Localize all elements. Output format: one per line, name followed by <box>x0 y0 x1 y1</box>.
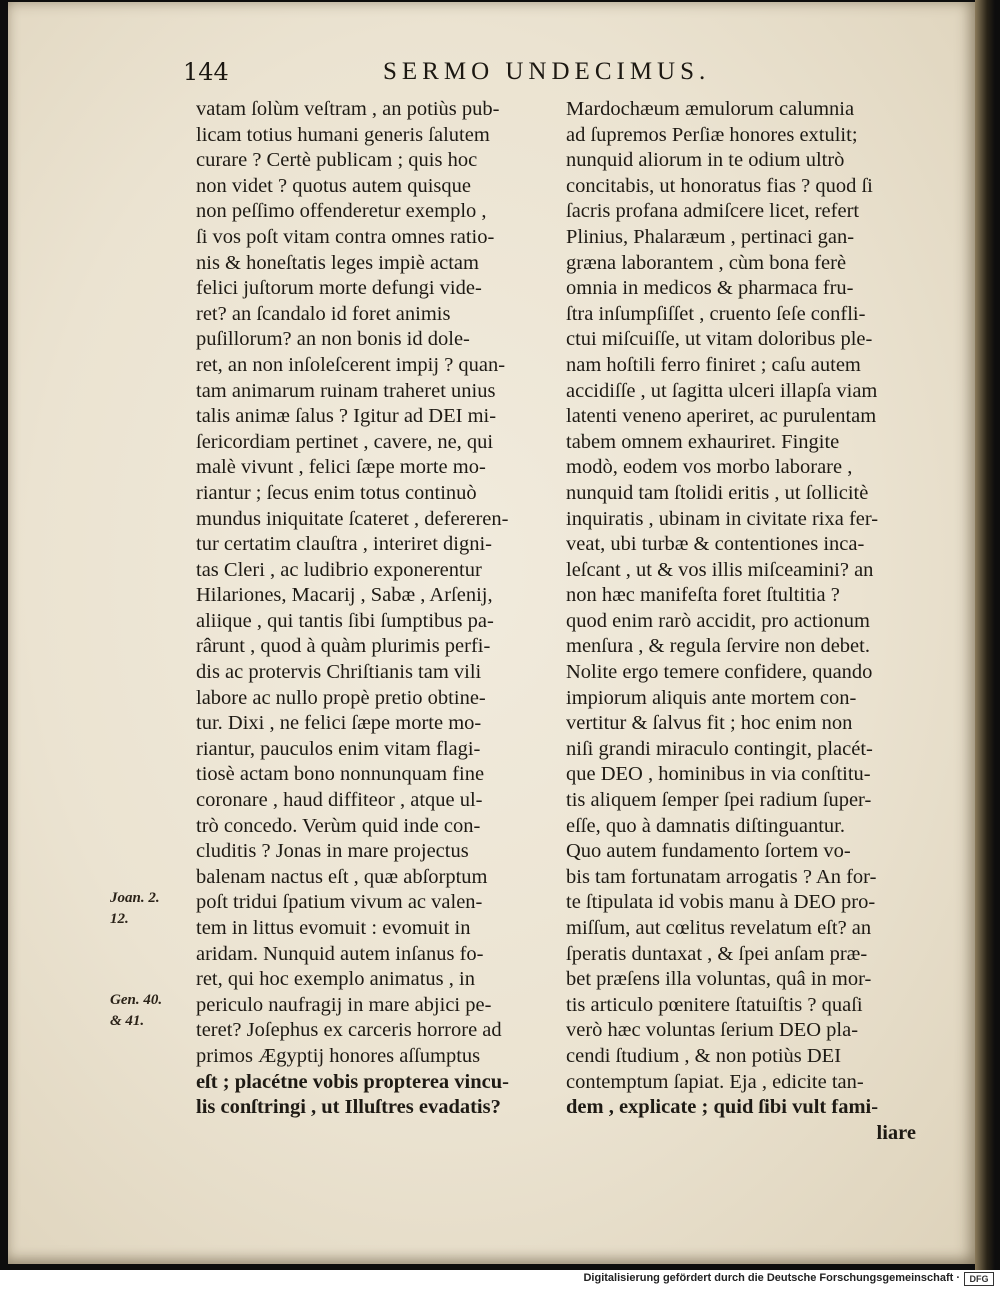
text-line: ſi vos poſt vitam contra omnes ratio- <box>196 225 495 248</box>
text-line: nunquid aliorum in te odium ultrò <box>566 149 845 172</box>
text-line: poſt tridui ſpatium vivum ac valen- <box>196 891 483 914</box>
text-line: nam hoſtili ferro finiret ; caſu autem <box>566 353 861 376</box>
right-text-column <box>566 97 916 1146</box>
text-line: mundus iniquitate ſcateret , defereren- <box>196 507 509 530</box>
margin-note-line: & 41. <box>110 1013 145 1029</box>
text-line: ſtra inſumpſiſſet , cruento ſeſe confli- <box>566 302 866 325</box>
text-line: latenti veneno aperiret, ac purulentam <box>566 405 877 428</box>
text-line: malè vivunt , felici ſæpe morte mo- <box>196 456 486 479</box>
text-line: te ſtipulata id vobis manu à DEO pro- <box>566 891 876 914</box>
text-line: trò concedo. Verùm quid inde con- <box>196 814 481 837</box>
text-line: lis conſtringi , ut Illuſtres evadatis? <box>196 1096 501 1119</box>
text-line: dem , explicate ; quid ſibi vult fami- <box>566 1096 879 1119</box>
text-line: primos Ægyptij honores aſſumptus <box>196 1044 481 1067</box>
text-line: eſt ; placétne vobis propterea vincu- <box>196 1070 509 1093</box>
margin-note-line: Gen. 40. <box>110 992 163 1008</box>
margin-note-line: Joan. 2. <box>110 890 160 906</box>
text-line: labore ac nullo propè pretio obtine- <box>196 686 486 709</box>
text-line: que DEO , hominibus in via conſtitu- <box>566 763 871 786</box>
text-line: ret? an ſcandalo id foret animis <box>196 302 451 325</box>
text-line: verò hæc voluntas ſerium DEO pla- <box>566 1019 859 1042</box>
text-line: coronare , haud diffiteor , atque ul- <box>196 789 483 812</box>
text-line: Nolite ergo temere confidere, quando <box>566 661 873 684</box>
text-line: eſſe, quo à damnatis diſtinguantur. <box>566 814 845 837</box>
left-text-column <box>196 97 548 1121</box>
margin-note-john <box>110 888 182 930</box>
text-line: tis aliquem ſemper ſpei radium ſuper- <box>566 789 872 812</box>
text-line: leſcant , ut & vos illis miſceamini? an <box>566 558 874 581</box>
text-line: vatam ſolùm veſtram , an potiùs pub- <box>196 98 500 120</box>
text-line: riantur, pauculos enim vitam flagi- <box>196 737 481 760</box>
page-header <box>0 58 1000 94</box>
text-line: balenam nactus eſt , quæ abſorptum <box>196 865 488 888</box>
text-line: quod enim rarò accidit, pro actionum <box>566 609 870 632</box>
text-line: cluditis ? Jonas in mare projectus <box>196 840 469 863</box>
text-line: teret? Joſephus ex carceris horrore ad <box>196 1019 502 1042</box>
text-line: tiosè actam bono nonnunquam fine <box>196 763 485 786</box>
text-line: Hilariones, Macarij , Sabæ , Arſenij, <box>196 584 493 607</box>
text-line: impiorum aliquis ante mortem con- <box>566 686 857 709</box>
text-line: nis & honeſtatis leges impiè actam <box>196 251 479 274</box>
text-line: licam totius humani generis ſalutem <box>196 123 490 146</box>
text-line: ſericordiam pertinet , cavere, ne, qui <box>196 430 494 453</box>
funding-notice: Digitalisierung gefördert durch die Deutsche Forschungsgemeinschaft · <box>583 1272 960 1284</box>
text-line: Plinius, Phalaræum , pertinaci gan- <box>566 225 855 248</box>
text-line: riantur ; ſecus enim totus continuò <box>196 481 477 504</box>
text-line: concitabis, ut honoratus fias ? quod ſi <box>566 174 873 197</box>
text-line: bis tam fortunatam arrogatis ? An for- <box>566 865 877 888</box>
text-line: græna laborantem , cùm bona ferè <box>566 251 847 274</box>
margin-note-line: 12. <box>110 911 129 927</box>
dfg-logo: DFG <box>964 1272 994 1286</box>
running-title: SERMO UNDECIMUS. <box>383 58 711 85</box>
text-line: cendi ſtudium , & non potiùs DEI <box>566 1044 842 1067</box>
text-line: vertitur & ſalvus fit ; hoc enim non <box>566 712 853 735</box>
text-line: tabem omnem exhauriret. Fingite <box>566 430 840 453</box>
page-edge <box>975 0 995 1270</box>
text-line: tem in littus evomuit : evomuit in <box>196 917 471 939</box>
text-line: talis animæ ſalus ? Igitur ad DEI mi- <box>196 405 497 428</box>
text-line: liare <box>876 1121 916 1144</box>
page-number: 144 <box>183 58 229 86</box>
text-line: menſura , & regula ſervire non debet. <box>566 635 870 658</box>
text-line: Mardochæum æmulorum calumnia <box>566 98 855 120</box>
text-line: periculo naufragij in mare abjici pe- <box>196 993 492 1016</box>
text-line: felici juſtorum morte defungi vide- <box>196 277 482 300</box>
text-line: tas Cleri , ac ludibrio exponerentur <box>196 558 482 581</box>
text-line: curare ? Certè publicam ; quis hoc <box>196 149 478 172</box>
text-line: bet præſens illa voluntas, quâ in mor- <box>566 968 872 991</box>
text-line: ad ſupremos Perſiæ honores extulit; <box>566 123 858 146</box>
text-line: inquiratis , ubinam in civitate rixa fer- <box>566 507 879 530</box>
text-line: niſi grandi miraculo contingit, placét- <box>566 737 873 760</box>
text-line: accidiſſe , ut ſagitta ulceri illapſa viam <box>566 379 878 402</box>
text-line: aliique , qui tantis ſibi ſumptibus pa- <box>196 609 494 632</box>
text-line: tur certatim clauſtra , interiret digni- <box>196 533 492 556</box>
text-line: miſſum, aut cœlitus revelatum eſt? an <box>566 917 872 939</box>
text-line: rârunt , quod à quàm plurimis perfi- <box>196 635 491 658</box>
text-line: ſperatis duntaxat , & ſpei anſam præ- <box>566 942 868 965</box>
text-line: veat, ubi turbæ & contentiones inca- <box>566 533 865 556</box>
text-line: ret, qui hoc exemplo animatus , in <box>196 968 475 991</box>
text-line: ret, an non inſoleſcerent impij ? quan- <box>196 353 506 376</box>
text-line: puſillorum? an non bonis id dole- <box>196 328 470 351</box>
text-line: non videt ? quotus autem quisque <box>196 174 471 197</box>
text-line: nunquid tam ſtolidi eritis , ut ſollicitè <box>566 481 869 504</box>
margin-note-genesis <box>110 990 182 1032</box>
text-line: contemptum ſapiat. Eja , edicite tan- <box>566 1070 864 1093</box>
text-line: aridam. Nunquid autem inſanus fo- <box>196 942 484 965</box>
text-line: non hæc manifeſta foret ſtultitia ? <box>566 584 840 607</box>
text-line: Quo autem fundamento ſortem vo- <box>566 840 851 863</box>
text-line: omnia in medicos & pharmaca fru- <box>566 277 854 300</box>
text-line: non peſſimo offenderetur exemplo , <box>196 200 487 223</box>
text-line: tam animarum ruinam traheret unius <box>196 379 496 402</box>
digitization-footer <box>0 1270 1000 1289</box>
text-line: tis articulo pœnitere ſtatuiſtis ? quaſi <box>566 993 863 1016</box>
text-line: tur. Dixi , ne felici ſæpe morte mo- <box>196 712 482 735</box>
text-line: dis ac protervis Chriſtianis tam vili <box>196 661 482 684</box>
text-line: ſacris profana admiſcere licet, refert <box>566 200 860 223</box>
text-line: ctui miſcuiſſe, ut vitam doloribus ple- <box>566 328 873 351</box>
text-line: modò, eodem vos morbo laborare , <box>566 456 853 479</box>
